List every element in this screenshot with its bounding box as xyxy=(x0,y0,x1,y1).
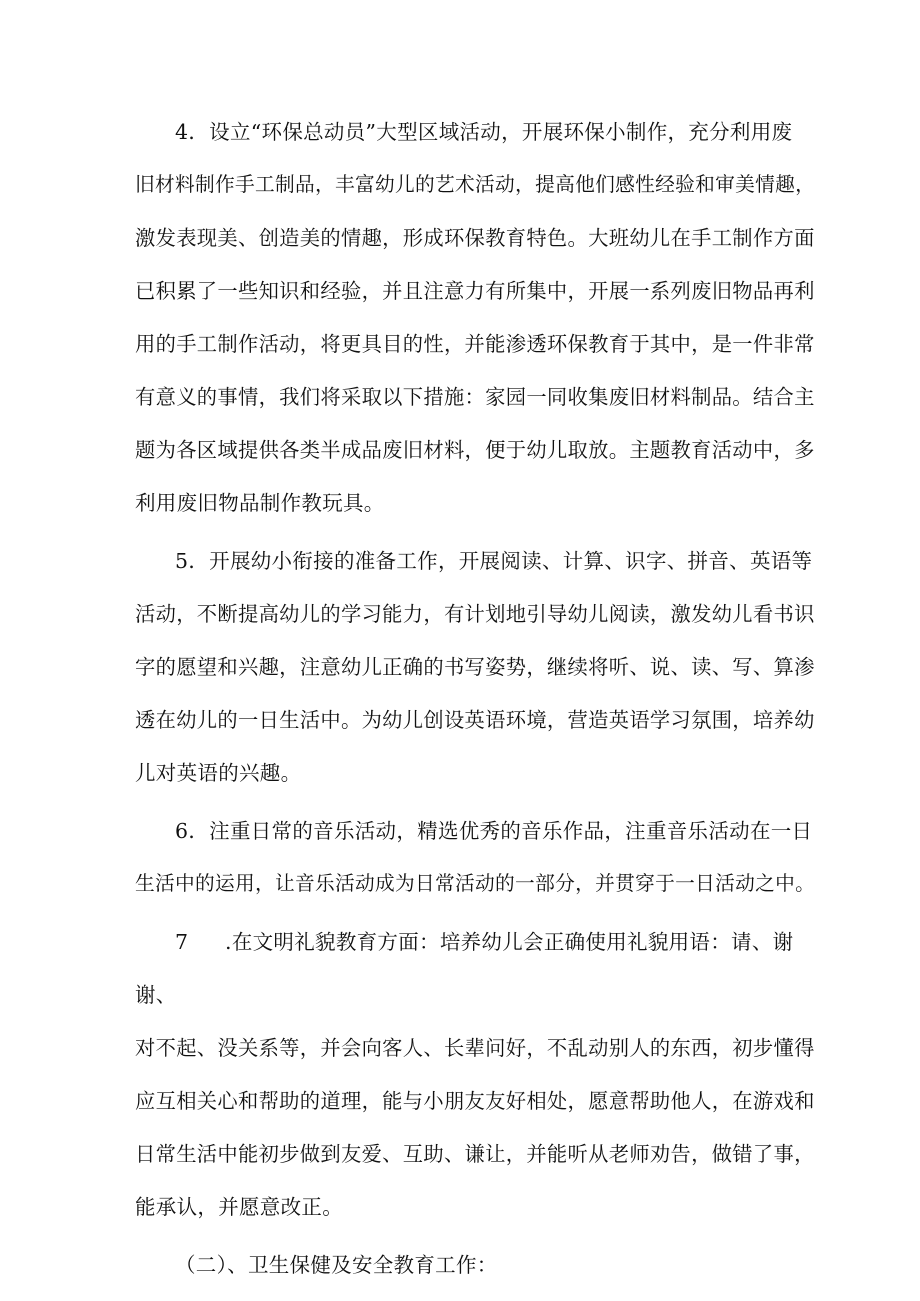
paragraph-7-line-2: 谢、 xyxy=(135,983,177,1007)
paragraph-7-number: 7 xyxy=(175,930,189,954)
paragraph-4-line-4: 已积累了一些知识和经验，并且注意力有所集中，开展一系列废旧物品再利 xyxy=(135,279,815,303)
paragraph-7-line-6: 能承认，并愿意改正。 xyxy=(135,1195,343,1219)
paragraph-4-line-5: 用的手工制作活动，将更具目的性，并能渗透环保教育于其中，是一件非常 xyxy=(135,332,815,356)
paragraph-5-line-4: 透在幼儿的一日生活中。为幼儿创设英语环境，营造英语学习氛围，培养幼 xyxy=(135,708,815,732)
paragraph-7-line-4: 应互相关心和帮助的道理，能与小朋友友好相处，愿意帮助他人，在游戏和 xyxy=(135,1089,815,1113)
section-heading: （二）、卫生保健及安全教育工作： xyxy=(175,1253,498,1277)
paragraph-5-line-1: 5．开展幼小衔接的准备工作，开展阅读、计算、识字、拼音、英语等 xyxy=(175,549,813,573)
paragraph-4-line-3: 激发表现美、创造美的情趣，形成环保教育特色。大班幼儿在手工制作方面 xyxy=(135,226,815,250)
paragraph-4-line-7: 题为各区域提供各类半成品废旧材料，便于幼儿取放。主题教育活动中，多 xyxy=(135,438,815,462)
paragraph-4-line-2: 旧材料制作手工制品，丰富幼儿的艺术活动，提高他们感性经验和审美情趣， xyxy=(135,173,816,196)
paragraph-6-line-1: 6．注重日常的音乐活动，精选优秀的音乐作品，注重音乐活动在一日 xyxy=(175,819,813,843)
paragraph-5-line-3: 字的愿望和兴趣，注意幼儿正确的书写姿势，继续将听、说、读、写、算渗 xyxy=(135,655,815,679)
paragraph-7-line-3: 对不起、没关系等，并会向客人、长辈问好，不乱动别人的东西，初步懂得 xyxy=(135,1036,815,1060)
paragraph-6-line-2: 生活中的运用，让音乐活动成为日常活动的一部分，并贯穿于一日活动之中。 xyxy=(135,872,816,895)
paragraph-4-line-1: 4．设立“环保总动员”大型区域活动，开展环保小制作，充分利用废 xyxy=(175,120,793,144)
paragraph-4-line-6: 有意义的事情，我们将采取以下措施：家园一同收集废旧材料制品。结合主 xyxy=(135,385,815,409)
paragraph-7-line-1: .在文明礼貌教育方面：培养幼儿会正确使用礼貌用语：请、谢 xyxy=(225,930,794,954)
paragraph-5-line-2: 活动，不断提高幼儿的学习能力，有计划地引导幼儿阅读，激发幼儿看书识 xyxy=(135,602,815,626)
paragraph-5-line-5: 儿对英语的兴趣。 xyxy=(135,761,302,785)
paragraph-7-line-5: 日常生活中能初步做到友爱、互助、谦让，并能听从老师劝告，做错了事， xyxy=(135,1142,815,1166)
paragraph-4-line-8: 利用废旧物品制作教玩具。 xyxy=(135,491,385,515)
